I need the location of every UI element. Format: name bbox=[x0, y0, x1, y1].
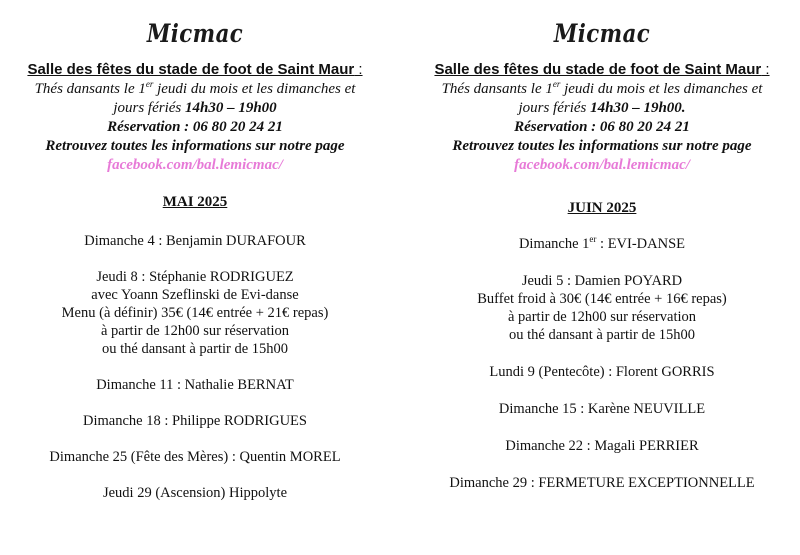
month-heading: MAI 2025 bbox=[162, 194, 228, 210]
reservation-line: Réservation : 06 80 20 24 21 bbox=[514, 119, 690, 135]
event-item: Jeudi 29 (Ascension) Hippolyte bbox=[102, 485, 288, 501]
event-item: Dimanche 18 : Philippe RODRIGUES bbox=[83, 413, 307, 429]
venue-title: Salle des fêtes du stade de foot de Saint Maur : bbox=[27, 61, 363, 78]
intro-line-1: Thés dansants le 1er jeudi du mois et les dimanches et bbox=[441, 79, 763, 97]
facebook-link[interactable]: facebook.com/bal.lemicmac/ bbox=[107, 157, 283, 173]
event-list bbox=[412, 235, 792, 492]
brand-logo: Micmac bbox=[553, 19, 651, 48]
intro-line-1: Thés dansants le 1er jeudi du mois et les dimanches et bbox=[34, 79, 356, 97]
facebook-link[interactable]: facebook.com/bal.lemicmac/ bbox=[514, 157, 690, 173]
event-item: Lundi 9 (Pentecôte) : Florent GORRIS bbox=[489, 364, 715, 380]
event-item: Jeudi 5 : Damien POYARD Buffet froid à 30€ (14€ entrée + 16€ repas) à partir de 12h00 sur réservation ou thé dansant à partir de 15h00 bbox=[477, 273, 727, 343]
intro-block bbox=[5, 60, 385, 175]
intro-line-2: jours fériés 14h30 – 19h00. bbox=[518, 100, 686, 116]
event-list bbox=[5, 232, 385, 502]
event-item: Dimanche 25 (Fête des Mères) : Quentin MOREL bbox=[49, 449, 341, 465]
event-item: Jeudi 8 : Stéphanie RODRIGUEZ avec Yoann Szeflinski de Evi-danse Menu (à définir) 35€ (14€ entrée + 21€ repas) à partir de 12h00 sur réservation ou thé dansant à partir de 15h00 bbox=[61, 269, 329, 357]
month-heading: JUIN 2025 bbox=[567, 200, 637, 216]
info-line: Retrouvez toutes les informations sur notre page bbox=[45, 138, 345, 154]
info-line: Retrouvez toutes les informations sur notre page bbox=[452, 138, 752, 154]
event-item: Dimanche 1er : EVI-DANSE bbox=[518, 234, 686, 252]
brand-logo: Micmac bbox=[146, 19, 244, 48]
reservation-line: Réservation : 06 80 20 24 21 bbox=[107, 119, 283, 135]
event-item: Dimanche 29 : FERMETURE EXCEPTIONNELLE bbox=[449, 475, 755, 491]
event-item: Dimanche 4 : Benjamin DURAFOUR bbox=[84, 233, 306, 249]
intro-block bbox=[412, 60, 792, 175]
venue-title: Salle des fêtes du stade de foot de Saint Maur : bbox=[434, 61, 770, 78]
event-item: Dimanche 22 : Magali PERRIER bbox=[505, 438, 699, 454]
event-item: Dimanche 11 : Nathalie BERNAT bbox=[96, 377, 294, 393]
intro-line-2: jours fériés 14h30 – 19h00 bbox=[113, 100, 277, 116]
event-item: Dimanche 15 : Karène NEUVILLE bbox=[498, 401, 706, 417]
